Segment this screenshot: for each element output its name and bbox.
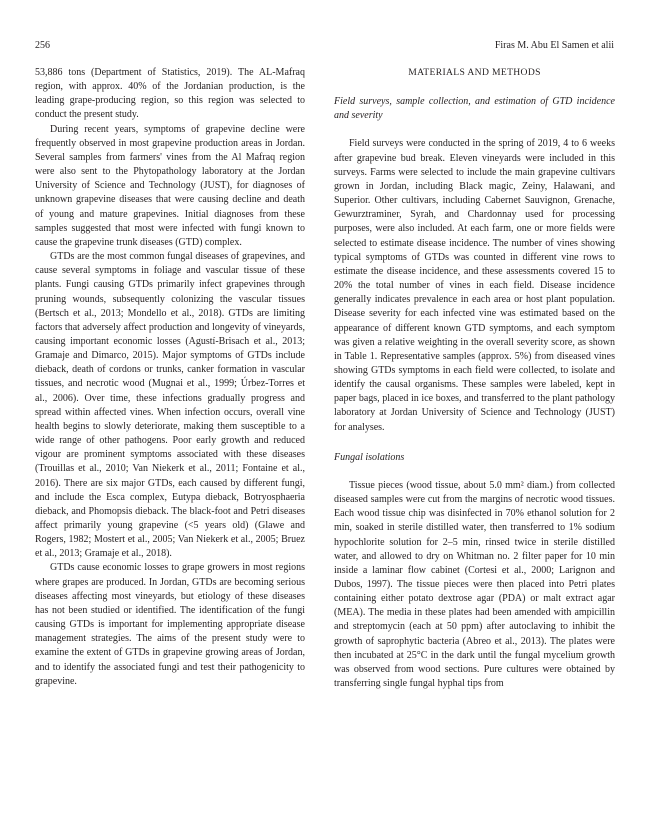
- paragraph-field-surveys: Field surveys were conducted in the spring of 2019, 4 to 6 weeks after grapevine bud break. Eleven vineyards were included in this surveys. Farms were selected to include the main grapevine cultivars grown in Jordan, including Black magic, Zeiny, Halawani, and Superior. Other cultivars, including Cabernet Sauvignon, Grenache, Gewurztraminer, Syrah, and Chardonnay used for processing purposes, were also included. At each farm, one or more fields were selected to estimate disease incidence. The number of vines showing typical symptoms of GTDs was counted in different vine rows to estimate the disease incidence, and these assessments covered 15 to 20% the total number of vines in each field. Disease incidence generally indicates prevalence in each area or host plant population. Disease severity for each infected vine was estimated based on the appearance of different known GTD symptoms, and each symptom was given a relative weighting in the overall severity score, as shown in Table 1. Representative samples (approx. 5%) from diseased vines showing GTDs symptoms in each field were collected, to isolate and identify the causal organisms. These samples were labeled, kept in paper bags, placed in ice boxes, and transferred to the plant pathology laboratory at Jordan University of Science and Technology (JUST) for analyses.: [334, 138, 615, 433]
- subsection-heading-fungal-isolations: Fungal isolations: [334, 451, 405, 463]
- page-number: 256: [35, 40, 50, 51]
- subsection-heading-field-surveys: Field surveys, sample collection, and estimation of GTD incidence and severity: [334, 96, 615, 122]
- paragraph-gtd-background: GTDs are the most common fungal diseases of grapevines, and cause several symptoms in foliage and vascular tissue of these plants. Fungi causing GTDs primarily infect grapevines through pruning wounds, subsequently colonizing the vascular tissues (Bertsch et al., 2013; Mondello et al., 2018). GTDs are limiting factors that adversely affect production and longevity of vineyards, causing important economic losses (Agustí-Brisach et al., 2013; Gramaje and Dimarco, 2015). Major symptoms of GTDs include dieback, death of cordons or trunks, canker formation in vascular tissues, and necrotic wood (Mugnai et al., 1999; Úrbez-Torres et al., 2006). Over time, these infections gradually progress and spread within affected vines. When infection occurs, overall vine health begins to slowly deteriorate, making them susceptible to a wide range of other pathogens. Poor early growth and reduced vigour are prominent symptoms associated with these diseases (Trouillas et al., 2010; Van Niekerk et al., 2011; Fontaine et al., 2016). There are six major GTDs, each caused by different fungi, and include the Esca complex, Eutypa dieback, Botryosphaeria dieback, and Phomopsis dieback. The black-foot and Petri diseases affect primarily young grapevine (<5 years old) (Glawe and Rogers, 1982; Mostert et al., 2005; Van Niekerk et al., 2005; Bruez et al., 2013; Gramaje et al., 2018).: [35, 251, 305, 560]
- paragraph-decline-observations: During recent years, symptoms of grapevine decline were frequently observed in most grapevine production areas in Jordan. Several samples from farmers' vines from the Al Mafraq region were also sent to the Phytopathology laboratory at the Jordan University of Science and Technology (JUST), for diagnoses of unknown grapevine diseases that were causing decline and death of young and mature grapevines. Initial diagnoses from these samples suggested that most were infected with fungi known to cause the grapevine trunk diseases (GTD) complex.: [35, 123, 305, 248]
- paragraph-fungal-isolations: Tissue pieces (wood tissue, about 5.0 mm² diam.) from collected diseased samples were cut from the margins of necrotic wood tissues. Each wood tissue chip was disinfected in 70% ethanol solution for 2 min, soaked in sterile distilled water, then transferred to 1% sodium hypochlorite solution for 2–5 min, rinsed twice in sterile distilled water, and allowed to dry on Whitman no. 2 filter paper for 10 min inside a laminar flow cabinet (Cortesi et al., 2000; Larignon and Dubos, 1997). The tissue pieces were then placed into Petri plates containing either potato dextrose agar (PDA) or malt extract agar (MEA). The media in these plates had been amended with ampicillin and streptomycin (each at 50 ppm) after autoclaving to inhibit the growth of saprophytic bacteria (Abreo et al., 2013). The plates were then incubated at 25°C in the dark until the fungal mycelium growth was observed from wood sections. Pure cultures were obtained by transferring single fungal hyphal tips from: [334, 479, 615, 690]
- paragraph-study-aims: GTDs cause economic losses to grape growers in most regions where grapes are produced. In Jordan, GTDs are becoming serious diseases affecting most vineyards, but etiology of these diseases has not been studied or identified. The identification of the fungi causing GTDs is important for implementing appropriate disease management strategies. The aims of the present study were to examine the extent of GTDs in grapevine growing areas of Jordan, and to identify the associated fungi and test their pathogenicity to grapevine.: [35, 562, 305, 687]
- paragraph-production: 53,886 tons (Department of Statistics, 2019). The AL-Mafraq region, with approx. 40% of the Jordanian production, is the leading grape-producing region, so this region was selected to conduct the present study.: [35, 67, 305, 121]
- right-column: [334, 66, 615, 691]
- section-title: MATERIALS AND METHODS: [408, 67, 541, 78]
- left-column: [35, 66, 305, 689]
- running-header-authors: Firas M. Abu El Samen et alii: [494, 40, 614, 51]
